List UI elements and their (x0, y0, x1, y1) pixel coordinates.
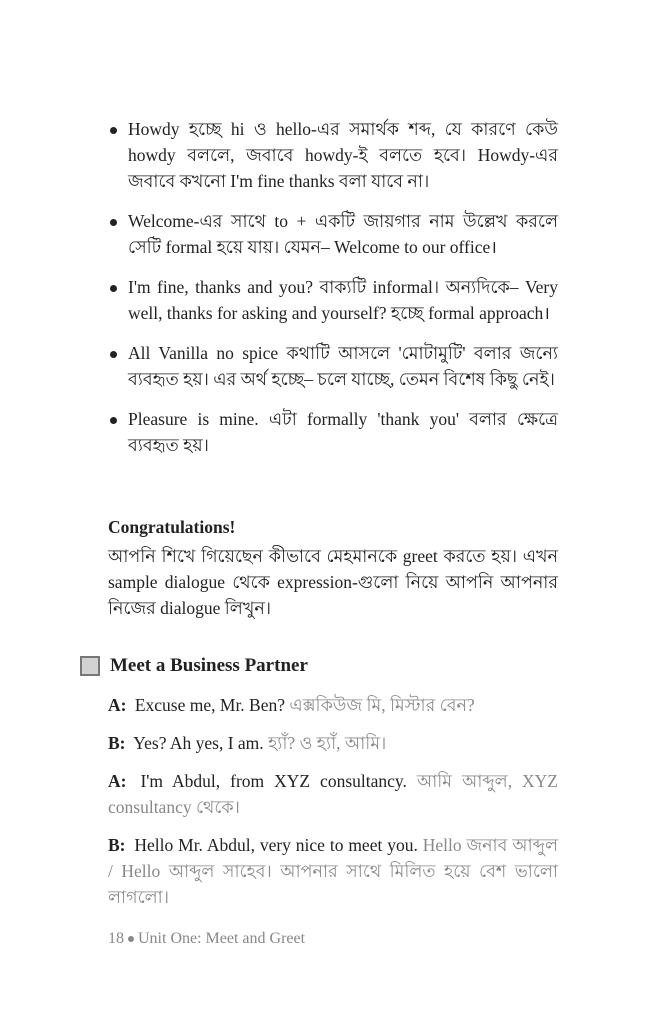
dialogue (108, 692, 558, 910)
dialogue-line (108, 730, 558, 756)
bullet-icon (110, 285, 117, 292)
dialogue-line (108, 768, 558, 820)
tip-item: Pleasure is mine. এটা formally 'thank you' বলার ক্ষেত্রে ব্যবহৃত হয়। (108, 406, 558, 458)
tips-list (108, 116, 558, 472)
english-text: Excuse me, Mr. Ben? (134, 695, 286, 715)
bangla-text: Hello জনাব আব্দুল / Hello আব্দুল সাহেব। আপনার সাথে মিলিত হয়ে বেশ ভালো লাগলো। (108, 835, 558, 907)
dialogue-line (108, 832, 558, 910)
congrats-block (108, 515, 558, 621)
english-text: I'm Abdul, from XYZ consultancy. (140, 771, 407, 791)
separator-dot-icon (128, 936, 134, 942)
unit-title: Unit One: Meet and Greet (138, 930, 306, 947)
congrats-text: আপনি শিখে গিয়েছেন কীভাবে মেহমানকে greet করতে হয়। এখন sample dialogue থেকে expression-গুলো নিয়ে আপনি আপনার নিজের dialogue লিখুন। (108, 546, 558, 618)
tip-item: Welcome-এর সাথে to + একটি জায়গার নাম উল্লেখ করলে সেটি formal হয়ে যায়। যেমন– Welcome to our office। (108, 208, 558, 260)
page-footer (108, 930, 305, 948)
page-number: 18 (108, 930, 124, 947)
speaker-label: A: (108, 771, 127, 791)
section-header (80, 652, 560, 680)
bullet-icon (110, 351, 117, 358)
dialogue-section (80, 652, 560, 910)
tip-item: Howdy হচ্ছে hi ও hello-এর সমার্থক শব্দ, যে কারণে কেউ howdy বললে, জবাবে howdy-ই বলতে হবে। Howdy-এর জবাবে কখনো I'm fine thanks বলা যাবে না। (108, 116, 558, 194)
bangla-text: এক্সকিউজ মি, মিস্টার বেন? (289, 695, 475, 715)
bangla-text: আমি আব্দুল, XYZ consultancy থেকে। (108, 771, 558, 817)
english-text: Yes? Ah yes, I am. (133, 733, 264, 753)
dialogue-line (108, 692, 558, 718)
speaker-label: A: (108, 695, 127, 715)
english-text: Hello Mr. Abdul, very nice to meet you. (134, 835, 418, 855)
tip-item: I'm fine, thanks and you? বাক্যটি informal। অন্যদিকে– Very well, thanks for asking and yourself? হচ্ছে formal approach। (108, 274, 558, 326)
speaker-label: B: (108, 835, 126, 855)
bullet-icon (110, 417, 117, 424)
section-title: Meet a Business Partner (110, 655, 308, 676)
bullet-icon (110, 219, 117, 226)
bangla-text: হ্যাঁ? ও হ্যাঁ, আমি। (268, 733, 387, 753)
tip-item: All Vanilla no spice কথাটি আসলে 'মোটামুটি' বলার জন্যে ব্যবহৃত হয়। এর অর্থ হচ্ছে– চলে যাচ্ছে, তেমন বিশেষ কিছু নেই। (108, 340, 558, 392)
square-icon (80, 656, 100, 676)
bullet-icon (110, 127, 117, 134)
congrats-heading: Congratulations! (108, 517, 236, 537)
speaker-label: B: (108, 733, 126, 753)
